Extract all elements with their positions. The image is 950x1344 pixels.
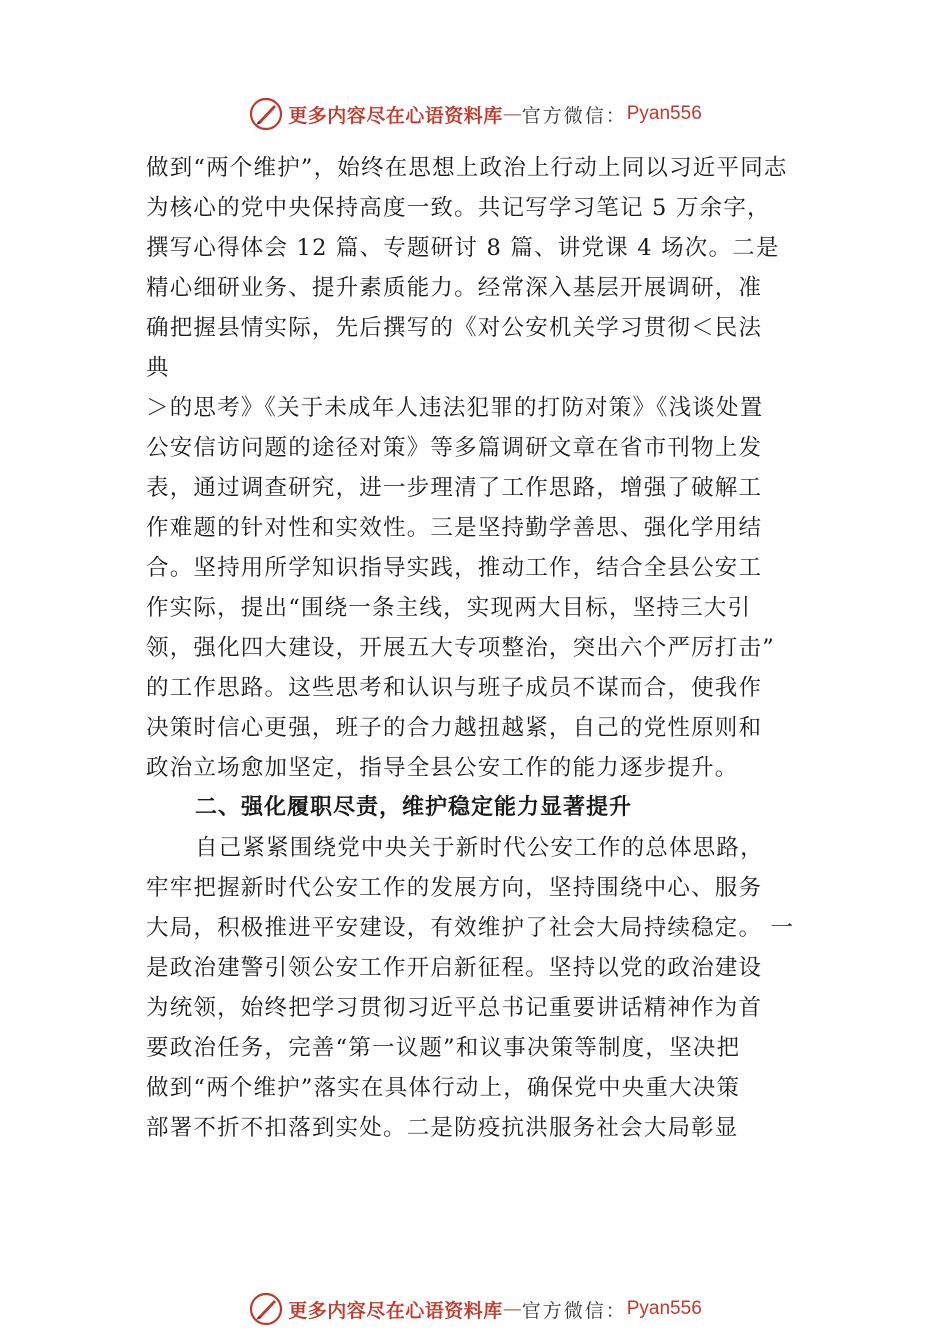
text-line: 为核心的党中央保持高度一致。共记写学习笔记 5 万余字，	[146, 195, 771, 221]
text-line: 决策时信心更强，班子的合力越扭越紧，自己的党性原则和	[146, 715, 763, 741]
text-line: 要政治任务，完善“第一议题”和议事决策等制度，坚决把	[146, 1035, 741, 1061]
text-line: 精心细研业务、提升素质能力。经常深入基层开展调研，准	[146, 275, 763, 301]
text-line: 为统领，始终把学习贯彻习近平总书记重要讲话精神作为首	[146, 995, 763, 1021]
banner-main-text: 更多内容尽在心语资料库	[288, 1299, 503, 1322]
footer-banner	[0, 1289, 950, 1329]
text-line: 做到“两个维护”落实在具体行动上，确保党中央重大决策	[146, 1075, 741, 1101]
banner-official-label: 官方微信：	[521, 104, 627, 127]
text-line: 作难题的针对性和实效性。三是坚持勤学善思、强化学用结	[146, 515, 763, 541]
text-line: 典	[146, 355, 170, 381]
quill-pen-logo-icon	[248, 1291, 284, 1327]
document-body	[146, 148, 826, 1148]
text-line: ＞的思考》《关于未成年人违法犯罪的打防对策》《浅谈处置	[146, 395, 764, 421]
text-line: 表，通过调查研究，进一步理清了工作思路，增强了破解工	[146, 475, 763, 501]
banner-official-label: 官方微信：	[521, 1299, 627, 1322]
text-line: 是政治建警引领公安工作开启新征程。坚持以党的政治建设	[146, 955, 763, 981]
text-line: 撰写心得体会 12 篇、专题研讨 8 篇、讲党课 4 场次。二是	[146, 235, 780, 261]
text-line: 确把握县情实际，先后撰写的《对公安机关学习贯彻＜民法	[146, 315, 763, 341]
text-line: 作实际，提出“围绕一条主线，实现两大目标，坚持三大引	[146, 595, 752, 621]
section-heading: 二、强化履职尽责，维护稳定能力显著提升	[195, 795, 633, 820]
banner-wechat-id: Pyan556	[626, 103, 702, 124]
text-line: 大局，积极推进平安建设，有效维护了社会大局持续稳定。 一	[146, 915, 795, 941]
paragraph-first-line: 自己紧紧围绕党中央关于新时代公安工作的总体思路，	[195, 835, 764, 861]
text-line: 合。坚持用所学知识指导实践，推动工作，结合全县公安工	[146, 555, 763, 581]
banner-separator: —	[502, 1298, 522, 1320]
text-line: 领，强化四大建设，开展五大专项整治，突出六个严厉打击”	[146, 635, 775, 661]
text-line: 的工作思路。这些思考和认识与班子成员不谋而合，使我作	[146, 675, 763, 701]
text-line: 部署不折不扣落到实处。二是防疫抗洪服务社会大局彰显	[146, 1115, 739, 1141]
text-line: 做到“两个维护”，始终在思想上政治上行动上同以习近平同志	[146, 155, 788, 181]
quill-pen-logo-icon	[248, 96, 284, 132]
banner-main-text: 更多内容尽在心语资料库	[288, 104, 503, 127]
banner-wechat-id: Pyan556	[626, 1298, 702, 1319]
text-line: 政治立场愈加坚定，指导全县公安工作的能力逐步提升。	[146, 755, 739, 781]
header-banner	[0, 94, 950, 134]
text-line: 公安信访问题的途径对策》等多篇调研文章在省市刊物上发	[146, 435, 763, 461]
text-line: 牢牢把握新时代公安工作的发展方向，坚持围绕中心、服务	[146, 875, 763, 901]
banner-separator: —	[502, 103, 522, 125]
